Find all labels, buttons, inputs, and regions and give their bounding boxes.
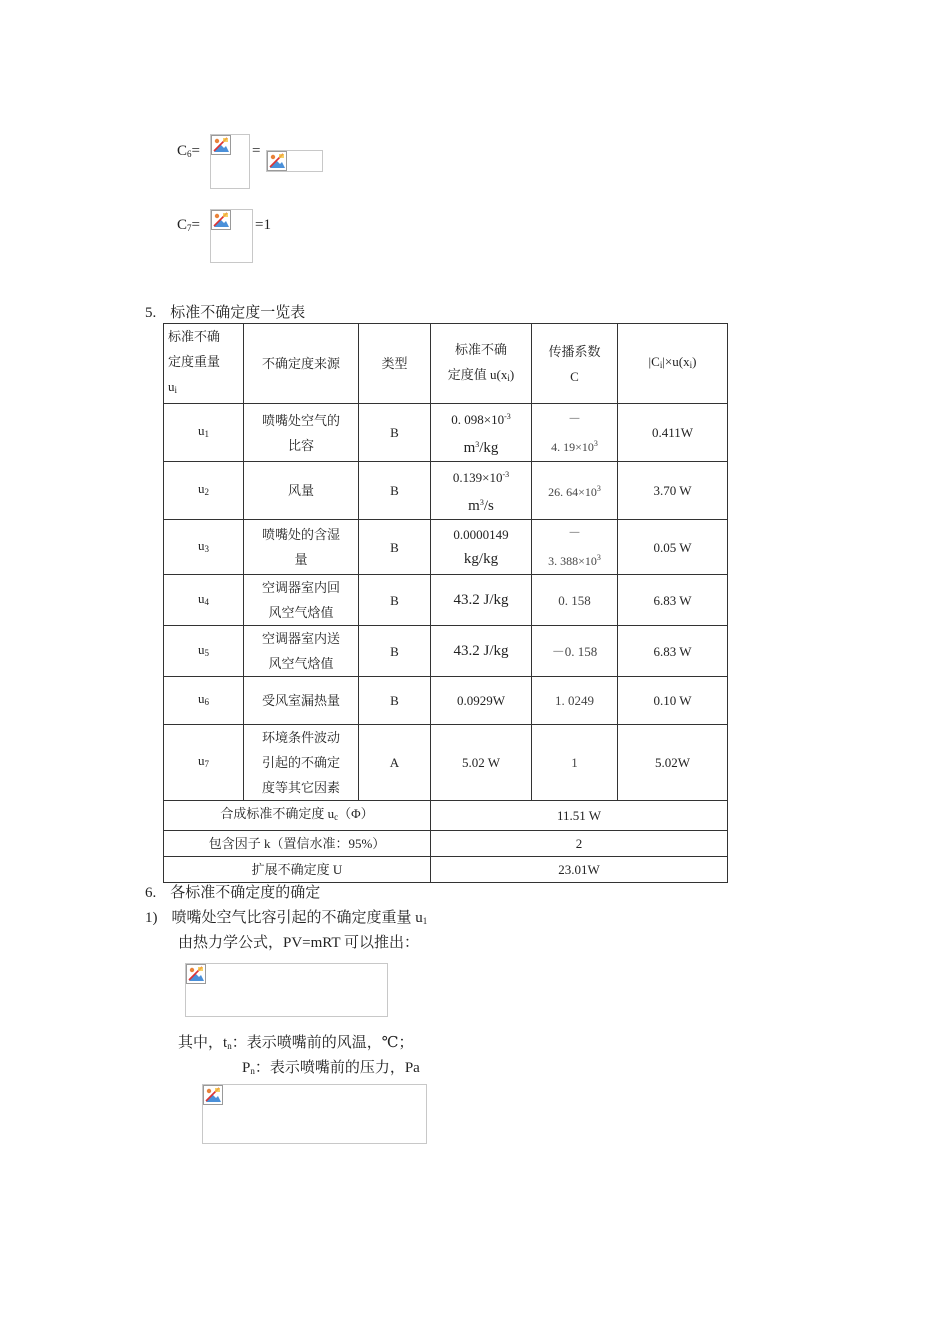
row-type: B: [359, 626, 431, 677]
table-row: [164, 575, 728, 626]
summary-label: 合成标准不确定度 $u_c(\Phi)$: [164, 801, 431, 831]
summary-row: [164, 801, 728, 831]
row-weight: $u_5$: [164, 626, 244, 677]
row-result: 0.05 W: [618, 520, 728, 575]
broken-image-icon: [267, 151, 287, 171]
uncertainty-table: [163, 323, 728, 883]
table-row: [164, 404, 728, 462]
row-coefficient: －0. 158: [532, 626, 618, 677]
row-result: 6.83 W: [618, 626, 728, 677]
row-coefficient: 1: [532, 725, 618, 801]
row-weight: $u_1$: [164, 404, 244, 462]
row-type: B: [359, 677, 431, 725]
table-row: [164, 725, 728, 801]
row-result: 0.10 W: [618, 677, 728, 725]
equation-c6-label: $C_6=$: [177, 143, 200, 159]
row-type: B: [359, 575, 431, 626]
summary-value: 23.01W: [431, 857, 728, 883]
header-product: $|C_i|\times u(x_i)$: [618, 324, 728, 404]
equation-c7-label: $C_7=$: [177, 217, 200, 233]
row-type: B: [359, 520, 431, 575]
row-source: 喷嘴处空气的 比容: [244, 404, 359, 462]
header-value: 标准不确 定度值 $u(x_i)$: [431, 324, 532, 404]
broken-image-icon: [211, 135, 231, 155]
summary-value: 2: [431, 831, 728, 857]
row-result: 3.70 W: [618, 462, 728, 520]
equation-c6-numerator-image: [210, 134, 250, 189]
row-result: 6.83 W: [618, 575, 728, 626]
row-value: 43.2 J/kg: [431, 626, 532, 677]
row-weight: $u_2$: [164, 462, 244, 520]
header-weight: 标准不确 定度重量 $u_i$: [164, 324, 244, 404]
row-source: 受风室漏热量: [244, 677, 359, 725]
header-source: 不确定度来源: [244, 324, 359, 404]
equation-c6-result-image: [266, 150, 323, 172]
summary-label: 包含因子 k（置信水准：95%）: [164, 831, 431, 857]
formula-image-2: [202, 1084, 427, 1144]
equation-c7-result: =1: [255, 217, 271, 233]
note-pn: $P_n$：表示喷嘴前的压力，Pa: [242, 1060, 420, 1076]
item-1-formula-intro: 由热力学公式，PV=mRT 可以推出：: [178, 935, 420, 951]
header-type: 类型: [359, 324, 431, 404]
row-source: 喷嘴处的含湿 量: [244, 520, 359, 575]
table-row: [164, 626, 728, 677]
row-weight: $u_4$: [164, 575, 244, 626]
table-row: [164, 462, 728, 520]
row-source: 环境条件波动 引起的不确定 度等其它因素: [244, 725, 359, 801]
header-coefficient: 传播系数 C: [532, 324, 618, 404]
row-value: $0.139\times 10^{-3}$ $m^3/s$: [431, 462, 532, 520]
broken-image-icon: [211, 210, 231, 230]
section-5-heading: 5. 标准不确定度一览表: [145, 305, 306, 321]
row-value: 5.02 W: [431, 725, 532, 801]
broken-image-icon: [186, 964, 206, 984]
row-coefficient: － 3. $388\times 10^3$: [532, 520, 618, 575]
row-weight: $u_7$: [164, 725, 244, 801]
row-value: 0.0000149 kg/kg: [431, 520, 532, 575]
table-row: [164, 520, 728, 575]
row-value: 0.0929W: [431, 677, 532, 725]
row-type: A: [359, 725, 431, 801]
note-tn: 其中，$t_n$：表示喷嘴前的风温，℃；: [178, 1035, 414, 1051]
row-coefficient: 1. 0249: [532, 677, 618, 725]
row-value: 0. $098\times 10^{-3}$ $m^3/kg$: [431, 404, 532, 462]
row-value: 43.2 J/kg: [431, 575, 532, 626]
row-weight: $u_3$: [164, 520, 244, 575]
equation-c7-image: [210, 209, 253, 263]
summary-row: [164, 831, 728, 857]
row-source: 空调器室内送 风空气焓值: [244, 626, 359, 677]
row-result: 0.411W: [618, 404, 728, 462]
row-weight: $u_6$: [164, 677, 244, 725]
summary-label: 扩展不确定度 U: [164, 857, 431, 883]
row-type: B: [359, 404, 431, 462]
row-result: 5.02W: [618, 725, 728, 801]
table-header-row: [164, 324, 728, 404]
row-source: 空调器室内回 风空气焓值: [244, 575, 359, 626]
summary-row: [164, 857, 728, 883]
equation-c6-equals: =: [252, 143, 261, 159]
formula-image-1: [185, 963, 388, 1017]
summary-value: 11.51 W: [431, 801, 728, 831]
row-coefficient: 0. 158: [532, 575, 618, 626]
section-6-heading: 6. 各标准不确定度的确定: [145, 885, 321, 901]
row-source: 风量: [244, 462, 359, 520]
row-type: B: [359, 462, 431, 520]
broken-image-icon: [203, 1085, 223, 1105]
row-coefficient: － 4. $19\times 10^3$: [532, 404, 618, 462]
table-row: [164, 677, 728, 725]
row-coefficient: 26. $64\times 10^3$: [532, 462, 618, 520]
item-1-heading: 1) 喷嘴处空气比容引起的不确定度重量 $u_1$: [145, 910, 428, 926]
